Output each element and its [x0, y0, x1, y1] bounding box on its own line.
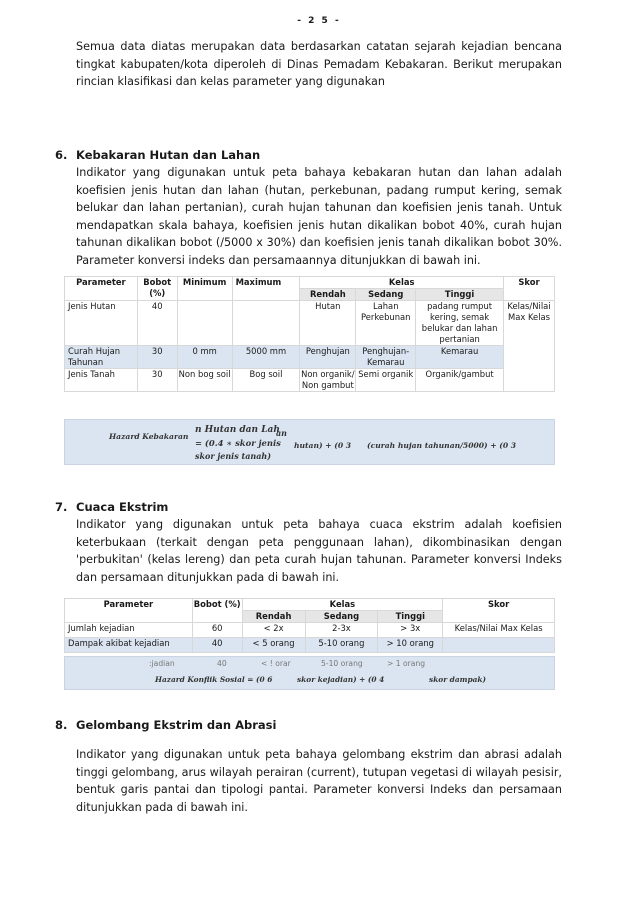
- header-maximum: Maximum: [232, 277, 300, 301]
- extreme-weather-formula-box: [64, 656, 555, 690]
- section-8-number: 8.: [55, 718, 68, 732]
- table-row: [65, 638, 555, 653]
- formula-label: Hazard Kebakaran: [109, 432, 189, 441]
- cell-rendah: < 5 orang: [242, 638, 305, 653]
- faded-text: 40: [217, 659, 227, 668]
- cell-rendah: < 2x: [242, 623, 305, 638]
- cell-parameter: Jumlah kejadian: [65, 623, 193, 638]
- header-sedang: Sedang: [305, 611, 378, 623]
- header-rendah: Rendah: [242, 611, 305, 623]
- cell-rendah: Non organik/ Non gambut: [301, 369, 355, 390]
- header-tinggi: Tinggi: [378, 611, 443, 623]
- section-7-body: Indikator yang digunakan untuk peta bahaya cuaca ekstrim adalah koefisien keterbukaan (terkait dengan peta penggunaan lahan), dikombinasikan dengan 'perbukitan' (kelas lereng) dan peta curah hujan tahunan. Parameter konversi Indeks dan persamaan ditunjukkan pada di bawah ini.: [76, 518, 562, 584]
- header-tinggi: Tinggi: [416, 289, 504, 301]
- formula-text: = (0.4 ∗ skor jenis: [195, 438, 281, 448]
- cell-tinggi: padang rumput kering, semak belukar dan lahan pertanian: [416, 301, 504, 346]
- intro-paragraph: Semua data diatas merupakan data berdasarkan catatan sejarah kejadian bencana tingkat kabupaten/kota diperoleh di Dinas Pemadam Kebakaran. Berikut merupakan rincian klasifikasi dan kelas parameter yang digunakan: [76, 40, 562, 89]
- cell-sedang: Semi organik: [356, 369, 416, 392]
- cell-bobot: 40: [137, 301, 177, 346]
- cell-tinggi: > 10 orang: [378, 638, 443, 653]
- cell-maximum: Bog soil: [232, 369, 300, 392]
- header-skor: Skor: [443, 599, 555, 623]
- formula-text: skor kejadian) + (0 4: [297, 675, 385, 684]
- cell-parameter: Jenis Tanah: [65, 369, 138, 392]
- cell-sedang: 2-3x: [305, 623, 378, 638]
- formula-text: Hazard Konflik Sosial = (0 6: [155, 675, 273, 684]
- header-kelas: Kelas: [242, 599, 443, 611]
- cell-bobot: 30: [137, 346, 177, 369]
- section-6-body: Indikator yang digunakan untuk peta bahaya kebakaran hutan dan lahan adalah koefisien jenis hutan dan lahan (hutan, perkebunan, padang rumput kering, semak belukar dan lahan pertanian), curah hujan tahunan dan koefisien jenis tanah. Untuk mendapatkan skala bahaya, koefisien jenis hutan dikalikan bobot 40%, curah hujan tahunan dikalikan bobot (/5000 x 30%) dan koefisien jenis tanah dikalikan bobot 30%. Parameter konversi indeks dan persamaannya ditunjukkan di bawah ini.: [76, 166, 562, 267]
- faded-text: < ! orar: [261, 659, 291, 668]
- section-7-title: Cuaca Ekstrim: [76, 500, 169, 514]
- cell-bobot: 60: [192, 623, 242, 638]
- page-number: - 2 5 -: [297, 16, 341, 26]
- formula-text: skor dampak): [429, 675, 487, 684]
- strip-cell: [236, 411, 302, 419]
- header-parameter: Parameter: [65, 599, 193, 623]
- formula-text: hutan) + (0 3: [294, 441, 352, 450]
- strip-cell: [496, 411, 520, 419]
- strip-cell: [108, 411, 136, 419]
- header-sedang: Sedang: [356, 289, 416, 301]
- formula-text: an: [276, 428, 287, 438]
- formula-text: n Hutan dan Lah: [195, 425, 280, 435]
- faded-text: > 1 orang: [387, 659, 426, 668]
- header-bobot: Bobot (%): [137, 277, 177, 301]
- cell-minimum: [177, 301, 232, 346]
- forest-fire-formula-box: [64, 419, 555, 465]
- cell-rendah: Penghujan: [300, 346, 356, 369]
- cell-parameter: Dampak akibat kejadian: [65, 638, 193, 653]
- strip-cell: [350, 411, 398, 419]
- header-skor: Skor: [504, 277, 555, 301]
- cell-skor: Kelas/Nilai Max Kelas: [504, 301, 555, 392]
- section-8-heading: [55, 718, 276, 732]
- cell-sedang: 5-10 orang: [305, 638, 378, 653]
- cell-sedang: Penghujan-Kemarau: [356, 346, 416, 369]
- formula-text: skor jenis tanah): [195, 451, 271, 461]
- table-row: [65, 346, 555, 369]
- cell-bobot: 40: [192, 638, 242, 653]
- strip-cell: [176, 411, 232, 419]
- table-row: [65, 623, 555, 638]
- forest-fire-table: [64, 276, 555, 392]
- cell-skor: Kelas/Nilai Max Kelas: [443, 623, 555, 638]
- section-7-number: 7.: [55, 500, 68, 514]
- section-7-heading: [55, 500, 168, 514]
- cell-maximum: [232, 301, 300, 346]
- cell-tinggi: Organik/gambut: [416, 369, 504, 392]
- cell-minimum: 0 mm: [177, 346, 232, 369]
- header-rendah: Rendah: [300, 289, 356, 301]
- section-6-title: Kebakaran Hutan dan Lahan: [76, 148, 261, 162]
- table-row: [65, 301, 555, 346]
- strip-cell: [404, 411, 490, 419]
- cell-sedang: Lahan Perkebunan: [356, 301, 416, 346]
- strip-cell: [140, 411, 172, 419]
- faded-text: :jadian: [149, 659, 175, 668]
- cell-maximum: 5000 mm: [232, 346, 300, 369]
- cell-parameter: Jenis Hutan: [65, 301, 138, 346]
- section-6-number: 6.: [55, 148, 68, 162]
- cell-parameter: Curah Hujan Tahunan: [65, 346, 138, 369]
- table-row: [65, 369, 555, 392]
- header-kelas: Kelas: [300, 277, 504, 289]
- cell-tinggi: Kemarau: [416, 346, 504, 369]
- header-minimum: Minimum: [177, 277, 232, 301]
- strip-cell: [306, 411, 346, 419]
- extreme-weather-table: [64, 598, 555, 653]
- cell-tinggi: > 3x: [378, 623, 443, 638]
- cell-bobot: 30: [137, 369, 177, 392]
- section-6-heading: [55, 148, 260, 162]
- cell-minimum: Non bog soil: [177, 369, 232, 392]
- header-parameter: Parameter: [65, 277, 138, 301]
- cell-skor-empty: [443, 638, 555, 653]
- cell-rendah: Hutan: [300, 301, 356, 346]
- header-bobot: Bobot (%): [192, 599, 242, 623]
- faded-text: 5-10 orang: [321, 659, 363, 668]
- section-8-title: Gelombang Ekstrim dan Abrasi: [76, 718, 277, 732]
- formula-text: (curah hujan tahunan/5000) + (0 3: [367, 441, 517, 450]
- section-8-body: Indikator yang digunakan untuk peta bahaya gelombang ekstrim dan abrasi adalah tinggi gelombang, arus wilayah perairan (current), tutupan vegetasi di wilayah pesisir, bentuk garis pantai dan tipologi pantai. Parameter konversi Indeks dan persamaan ditunjukkan pada di bawah ini.: [76, 748, 562, 814]
